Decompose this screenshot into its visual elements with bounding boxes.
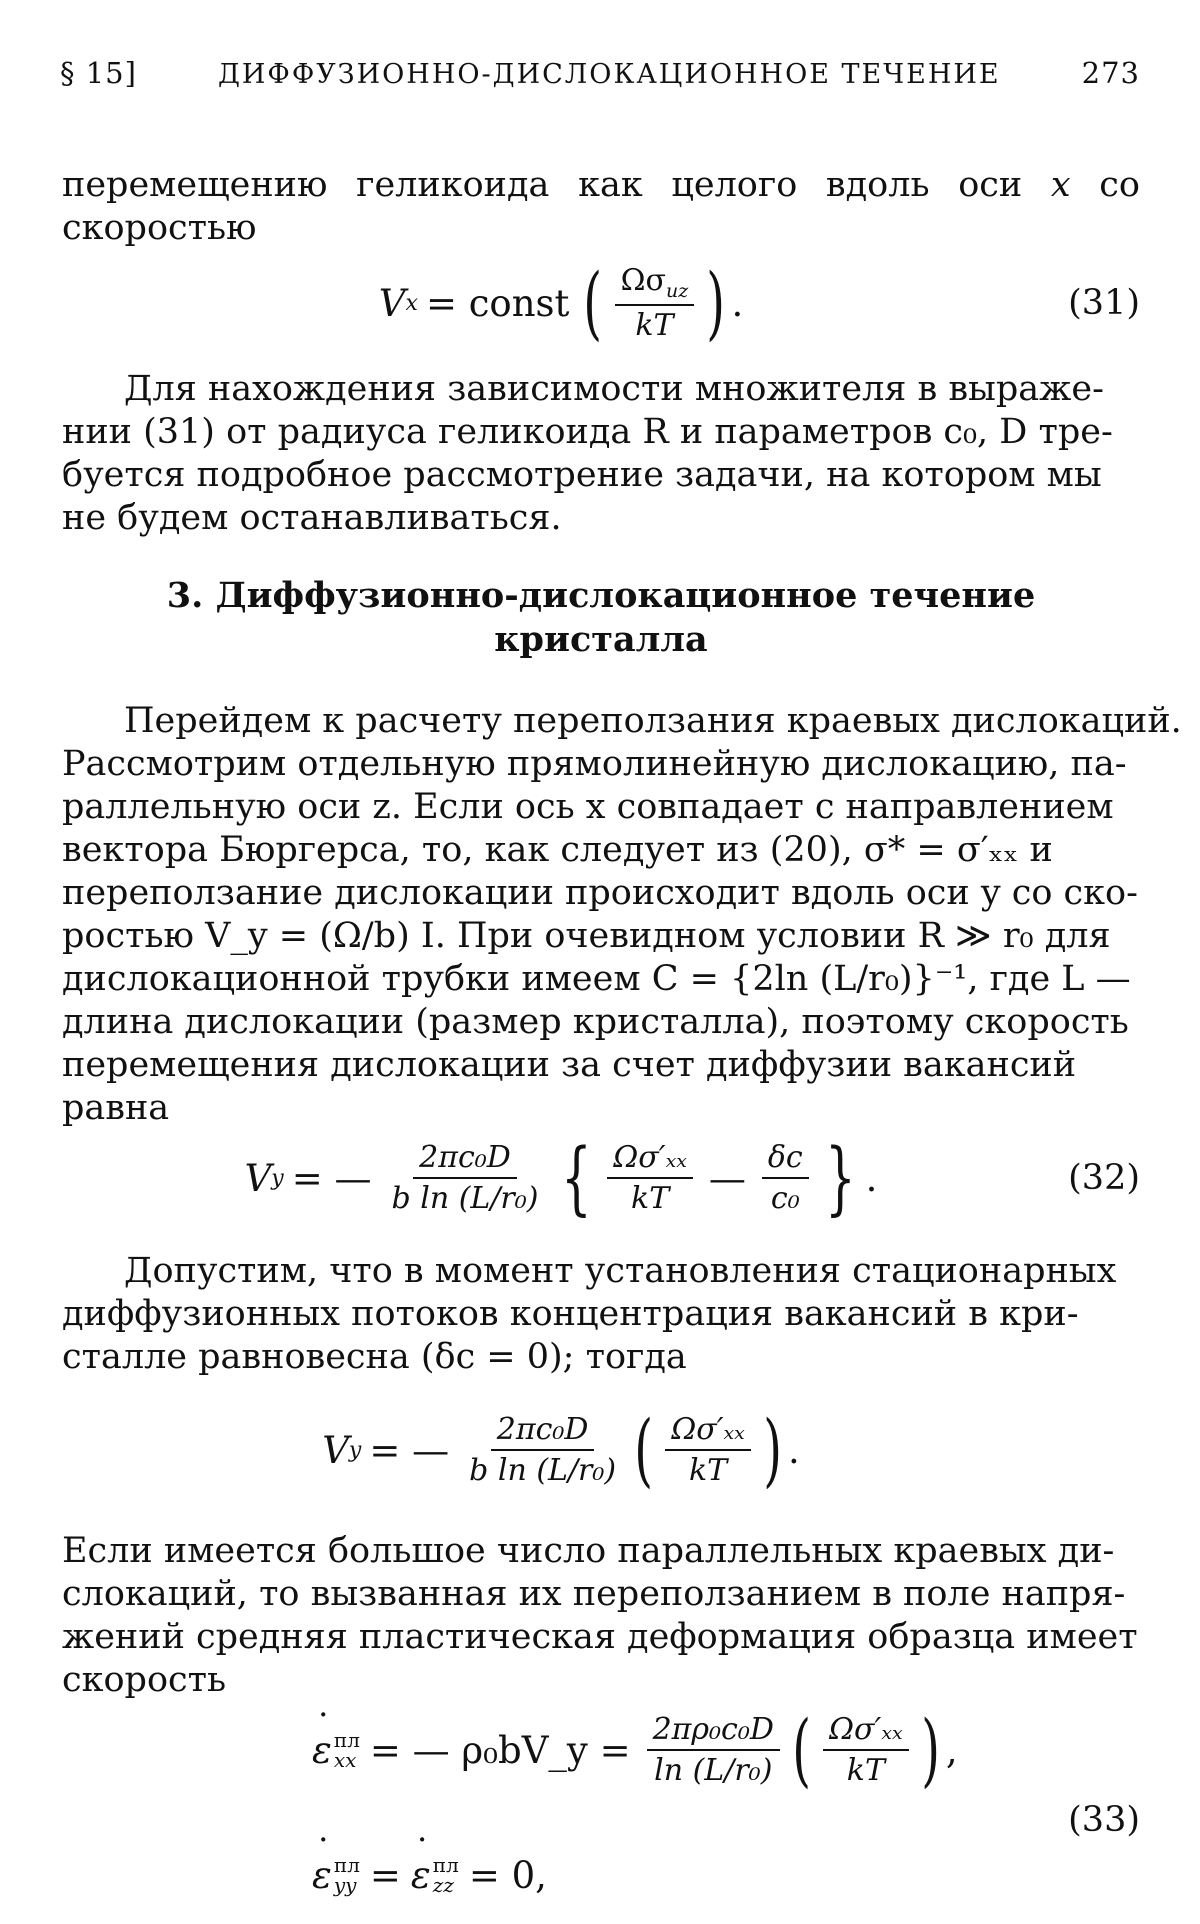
eq32-minus: — xyxy=(708,1156,746,1200)
word: перемещению xyxy=(62,165,328,205)
equ-f2-numerator: Ωσ′ₓₓ xyxy=(665,1412,750,1451)
word: со xyxy=(1099,165,1140,205)
equation-33-line-2 xyxy=(62,1840,1140,1910)
eq32-f3-numerator: δc xyxy=(762,1140,809,1179)
section-3-heading xyxy=(62,574,1140,662)
equation-unnumbered xyxy=(62,1400,1140,1500)
paragraph-3 xyxy=(62,700,1182,1130)
eq31-numerator xyxy=(615,263,695,306)
variable-x: x xyxy=(1050,165,1071,205)
eq33-equals: = xyxy=(369,1853,401,1897)
eq33-f2-denominator: kT xyxy=(846,1753,885,1788)
paragraph-1-line-1 xyxy=(62,164,1140,207)
paragraph-5 xyxy=(62,1530,1140,1702)
eq31-num-text: Ωσ xyxy=(620,263,666,298)
eq33-f2-numerator: Ωσ′ₓₓ xyxy=(823,1712,908,1751)
eq33-fraction-1 xyxy=(647,1712,780,1788)
page-number: 273 xyxy=(1081,56,1140,90)
word: как xyxy=(578,165,643,205)
paragraph-3-line-10: равна xyxy=(62,1088,170,1128)
right-paren: ) xyxy=(763,1403,782,1496)
left-paren: ( xyxy=(634,1403,654,1496)
running-title: ДИФФУЗИОННО-ДИСЛОКАЦИОННОЕ ТЕЧЕНИЕ xyxy=(217,59,1001,90)
eq31-equals-const: = const xyxy=(425,281,570,325)
right-brace: } xyxy=(824,1131,856,1224)
eq33-sub-zz: zz xyxy=(432,1873,454,1897)
equation-32 xyxy=(62,1128,1140,1228)
paragraph-3-line-4: вектора Бюргерса, то, как следует из (20), σ* = σ′ₓₓ и xyxy=(62,830,1053,870)
equ-equals-minus: = — xyxy=(369,1428,450,1472)
eq32-lhs: V xyxy=(244,1156,272,1200)
equation-31-body xyxy=(62,256,1060,349)
eq31-lhs-sub: x xyxy=(405,290,418,316)
paragraph-2 xyxy=(62,368,1140,540)
equation-33-number: (33) xyxy=(1068,1800,1140,1840)
paragraph-3-line-8: длина дислокации (размер кристалла), поэтому скорость xyxy=(62,1002,1129,1042)
paragraph-4 xyxy=(62,1250,1140,1379)
equation-33-line-1 xyxy=(62,1700,1140,1800)
eq33-scripts-xx xyxy=(334,1730,360,1770)
equation-32-body xyxy=(62,1131,1060,1224)
left-paren: ( xyxy=(583,256,603,349)
paragraph-2-line-3: буется подробное рассмотрение задачи, на котором мы xyxy=(62,455,1102,495)
running-header xyxy=(60,56,1140,104)
eq33-strain-rate-xx: ˙ ε xyxy=(312,1729,332,1772)
eq31-fraction xyxy=(615,263,695,343)
equ-f2-denominator: kT xyxy=(688,1453,728,1488)
eq33-sub-xx: xx xyxy=(333,1748,357,1772)
word: оси xyxy=(958,165,1023,205)
eq32-period: . xyxy=(865,1156,878,1200)
eq33-f1-denominator: ln (L/r₀) xyxy=(654,1753,773,1788)
paragraph-5-line-4: скорость xyxy=(62,1660,227,1700)
equ-f1-numerator: 2πc₀D xyxy=(491,1412,595,1451)
paragraph-4-line-3: сталле равновесна (δc = 0); тогда xyxy=(62,1337,687,1377)
eq32-f1-denominator: b ln (L/r₀) xyxy=(391,1181,539,1216)
equation-33-line-1-body xyxy=(62,1703,1140,1796)
eq33-sup-pl-yy: пл xyxy=(333,1853,360,1877)
word: вдоль xyxy=(825,165,930,205)
paragraph-5-line-2: слокаций, то вызванная их переползанием в поле напря- xyxy=(62,1574,1126,1614)
paragraph-1-line-2: скоростью xyxy=(62,208,257,248)
eq33-scripts-zz xyxy=(433,1855,459,1895)
eq33-strain-rate-zz: ˙ ε xyxy=(411,1854,431,1897)
right-paren: ) xyxy=(706,256,726,349)
eq33-middle: = — ρ₀bV_y = xyxy=(369,1728,631,1772)
eq31-period: . xyxy=(731,281,744,325)
eq32-fraction-3 xyxy=(762,1140,809,1216)
eq33-sup-pl-zz: пл xyxy=(432,1853,459,1877)
paragraph-3-line-6: ростью V_y = (Ω/b) I. При очевидном условии R ≫ r₀ для xyxy=(62,916,1111,956)
equation-unnumbered-body xyxy=(62,1403,1060,1496)
paragraph-5-line-1: Если имеется большое число параллельных краевых ди- xyxy=(62,1531,1115,1571)
eq33-fraction-2 xyxy=(823,1712,908,1788)
eq33-zero: = 0, xyxy=(468,1853,547,1897)
equation-31-number: (31) xyxy=(1068,283,1140,323)
eq31-num-sub: uz xyxy=(665,280,689,302)
eq31-denominator: kT xyxy=(635,308,674,343)
word: целого xyxy=(671,165,798,205)
paragraph-2-line-1: Для нахождения зависимости множителя в выраже- xyxy=(124,369,1104,409)
paragraph-3-line-3: раллельную оси z. Если ось x совпадает с направлением xyxy=(62,787,1114,827)
section-mark: § 15] xyxy=(60,56,137,90)
eq33-scripts-yy xyxy=(334,1855,360,1895)
paragraph-3-line-2: Рассмотрим отдельную прямолинейную дислокацию, па- xyxy=(62,744,1127,784)
equ-fraction-2 xyxy=(665,1412,750,1488)
eq33-comma: , xyxy=(945,1728,958,1772)
paragraph-3-line-5: переползание дислокации происходит вдоль оси y со ско- xyxy=(62,873,1138,913)
right-paren: ) xyxy=(920,1703,940,1796)
eq33-strain-rate-yy: ˙ ε xyxy=(312,1854,332,1897)
eq32-f2-numerator: Ωσ′ₓₓ xyxy=(607,1140,692,1179)
equ-fraction-1 xyxy=(463,1412,622,1488)
left-paren: ( xyxy=(792,1703,811,1796)
paragraph-3-line-7: дислокационной трубки имеем C = {2ln (L/r₀)}⁻¹, где L — xyxy=(62,959,1131,999)
section-3-heading-line-1: 3. Диффузионно-дислокационное течение xyxy=(166,575,1036,616)
equ-period: . xyxy=(788,1428,800,1472)
eq32-f2-denominator: kT xyxy=(631,1181,670,1216)
word: геликоида xyxy=(356,165,550,205)
eq33-sub-yy: yy xyxy=(333,1873,357,1897)
eq32-equals-minus: = — xyxy=(291,1156,372,1200)
eq32-lhs-sub: y xyxy=(271,1165,284,1191)
paragraph-1 xyxy=(62,164,1140,250)
eq33-sup-pl: пл xyxy=(333,1728,360,1752)
paragraph-5-line-3: жений средняя пластическая деформация образца имеет xyxy=(62,1617,1138,1657)
paragraph-2-line-2: нии (31) от радиуса геликоида R и параметров c₀, D тре- xyxy=(62,412,1113,452)
equ-lhs-sub: y xyxy=(348,1437,362,1463)
paragraph-2-line-4: не будем останавливаться. xyxy=(62,498,562,538)
paragraph-3-line-1: Перейдем к расчету переползания краевых дислокаций. xyxy=(124,701,1182,741)
eq32-f1-numerator: 2πc₀D xyxy=(413,1140,517,1179)
section-3-heading-line-2: кристалла xyxy=(494,619,708,660)
equation-31 xyxy=(62,258,1140,348)
eq31-lhs: V xyxy=(378,281,406,325)
equation-33-line-2-body xyxy=(62,1854,1140,1897)
equ-f1-denominator: b ln (L/r₀) xyxy=(469,1453,617,1488)
paragraph-3-line-9: перемещения дислокации за счет диффузии вакансий xyxy=(62,1045,1077,1085)
equation-32-number: (32) xyxy=(1068,1158,1140,1198)
paragraph-4-line-2: диффузионных потоков концентрация вакансий в кри- xyxy=(62,1294,1079,1334)
eq32-fraction-1 xyxy=(386,1140,545,1216)
eq33-f1-numerator: 2πρ₀c₀D xyxy=(647,1712,780,1751)
equ-lhs: V xyxy=(322,1428,349,1472)
paragraph-4-line-1: Допустим, что в момент установления стационарных xyxy=(124,1251,1117,1291)
left-brace: { xyxy=(560,1131,592,1224)
eq32-fraction-2 xyxy=(607,1140,692,1216)
eq32-f3-denominator: c₀ xyxy=(770,1181,800,1216)
